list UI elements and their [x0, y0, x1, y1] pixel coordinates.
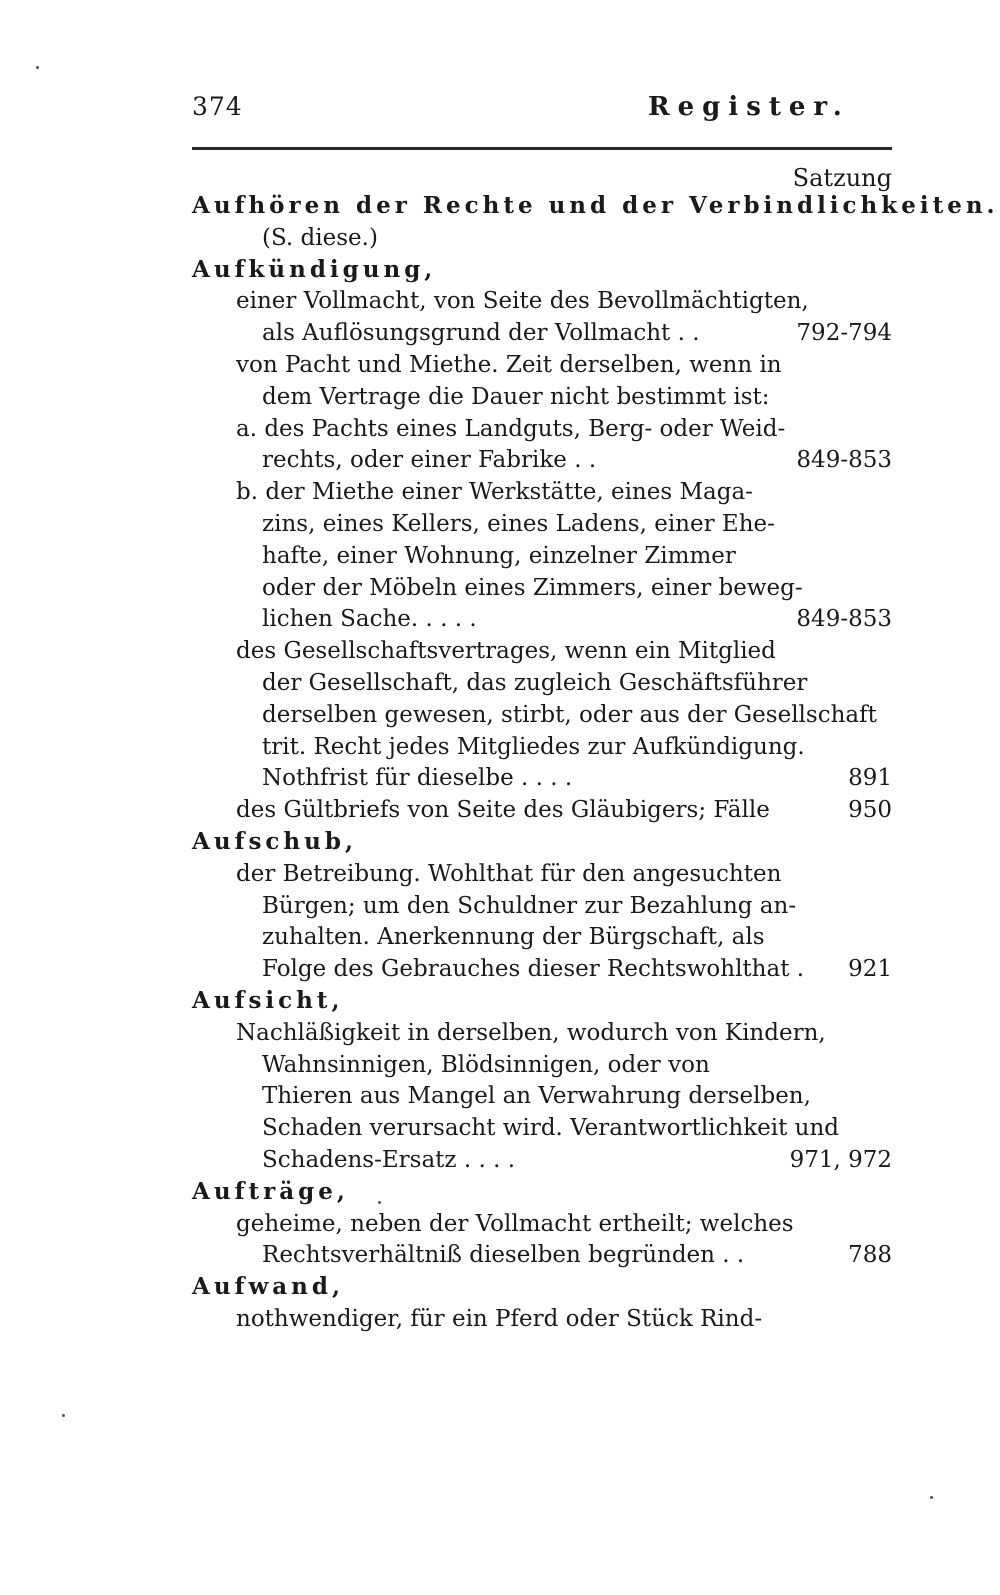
index-line: [0, 285, 1000, 317]
paper-speck: [930, 1496, 933, 1499]
index-line: [0, 1112, 1000, 1144]
entry-text: des Gesellschaftsvertrages, wenn ein Mitglied: [236, 638, 776, 664]
page-reference: 971, 972: [789, 1147, 892, 1173]
index-line: [0, 762, 1000, 794]
entry-text: hafte, einer Wohnung, einzelner Zimmer: [262, 543, 736, 569]
page-reference: 849-853: [796, 447, 892, 473]
entry-text: Aufsicht,: [192, 987, 344, 1014]
entry-text: Wahnsinnigen, Blödsinnigen, oder von: [262, 1052, 710, 1078]
index-line: [0, 317, 1000, 349]
entry-text: Bürgen; um den Schuldner zur Bezahlung an-: [262, 893, 797, 919]
paper-speck: [36, 66, 39, 69]
index-line: [0, 381, 1000, 413]
entry-text: Aufschub,: [192, 828, 357, 855]
index-line: [0, 921, 1000, 953]
entry-text: (S. diese.): [262, 225, 378, 251]
index-line: [0, 1303, 1000, 1335]
entry-text: als Auflösungsgrund der Vollmacht . .: [262, 320, 700, 346]
entry-text: von Pacht und Miethe. Zeit derselben, wenn in: [236, 352, 782, 378]
page-reference: 950: [848, 797, 892, 823]
entry-text: Aufträge,: [192, 1178, 349, 1205]
index-line: [0, 890, 1000, 922]
entry-text: dem Vertrage die Dauer nicht bestimmt ist:: [262, 384, 770, 410]
entry-text: zuhalten. Anerkennung der Bürgschaft, als: [262, 924, 765, 950]
index-heading: [0, 254, 1000, 286]
entry-text: der Betreibung. Wohlthat für den angesuchten: [236, 861, 782, 887]
entry-text: rechts, oder einer Fabrike . .: [262, 447, 597, 473]
index-line: [0, 667, 1000, 699]
index-line: [0, 635, 1000, 667]
index-line: [0, 1239, 1000, 1271]
index-heading: [0, 826, 1000, 858]
index-line: [0, 1144, 1000, 1176]
index-line: [0, 413, 1000, 445]
entry-text: Folge des Gebrauches dieser Rechtswohlthat .: [262, 956, 805, 982]
index-line: [0, 1080, 1000, 1112]
entry-text: nothwendiger, für ein Pferd oder Stück Rind-: [236, 1306, 763, 1332]
entry-text: Aufwand,: [192, 1273, 344, 1300]
index-line: [0, 1208, 1000, 1240]
entry-text: lichen Sache. . . . .: [262, 606, 477, 632]
entry-text: Nachläßigkeit in derselben, wodurch von Kindern,: [236, 1020, 826, 1046]
paper-speck: [378, 1201, 381, 1204]
entry-text: oder der Möbeln eines Zimmers, einer beweg-: [262, 575, 803, 601]
paper-speck: [62, 1414, 65, 1417]
page-reference: 788: [848, 1242, 892, 1268]
index-line: [0, 508, 1000, 540]
index-line: [0, 1049, 1000, 1081]
entry-text: Thieren aus Mangel an Verwahrung derselben,: [262, 1083, 811, 1109]
entry-text: derselben gewesen, stirbt, oder aus der Gesellschaft: [262, 702, 877, 728]
page-header: [192, 92, 892, 136]
entry-text: Schadens-Ersatz . . . .: [262, 1147, 516, 1173]
index-line: [0, 444, 1000, 476]
index-line: [0, 572, 1000, 604]
index-line: [0, 1017, 1000, 1049]
catchword: Satzung: [792, 164, 892, 192]
index-line: [0, 731, 1000, 763]
index-line: [0, 540, 1000, 572]
index-line: [0, 699, 1000, 731]
header-rule: [192, 147, 892, 150]
index-heading: [0, 985, 1000, 1017]
page-reference: 849-853: [796, 606, 892, 632]
entry-text: Schaden verursacht wird. Verantwortlichkeit und: [262, 1115, 840, 1141]
index-line: [0, 476, 1000, 508]
index-line: [0, 603, 1000, 635]
running-title: Register.: [648, 92, 850, 122]
entry-text: Aufhören der Rechte und der Verbindlichkeiten.: [192, 192, 999, 219]
entry-text: der Gesellschaft, das zugleich Geschäftsführer: [262, 670, 808, 696]
index-heading: [0, 1271, 1000, 1303]
entry-text: Rechtsverhältniß dieselben begründen . .: [262, 1242, 745, 1268]
entry-text: Nothfrist für dieselbe . . . .: [262, 765, 573, 791]
index-line: [0, 222, 1000, 254]
entry-text: zins, eines Kellers, eines Ladens, einer Ehe-: [262, 511, 775, 537]
page-reference: 891: [848, 765, 892, 791]
entry-text: einer Vollmacht, von Seite des Bevollmächtigten,: [236, 288, 809, 314]
page-reference: 792-794: [796, 320, 892, 346]
index-line: [0, 349, 1000, 381]
entry-text: b. der Miethe einer Werkstätte, eines Maga-: [236, 479, 753, 505]
entry-text: geheime, neben der Vollmacht ertheilt; welches: [236, 1211, 794, 1237]
entry-text: a. des Pachts eines Landguts, Berg- oder Weid-: [236, 416, 786, 442]
index-heading: [0, 1176, 1000, 1208]
entry-text: trit. Recht jedes Mitgliedes zur Aufkündigung.: [262, 734, 805, 760]
index-line: [0, 858, 1000, 890]
page-reference: 921: [848, 956, 892, 982]
entry-text: des Gültbriefs von Seite des Gläubigers; Fälle: [236, 797, 770, 823]
entry-text: Aufkündigung,: [192, 256, 437, 283]
index-heading: [0, 190, 1000, 222]
page-number: 374: [192, 92, 243, 121]
index-line: [0, 953, 1000, 985]
index-line: [0, 794, 1000, 826]
